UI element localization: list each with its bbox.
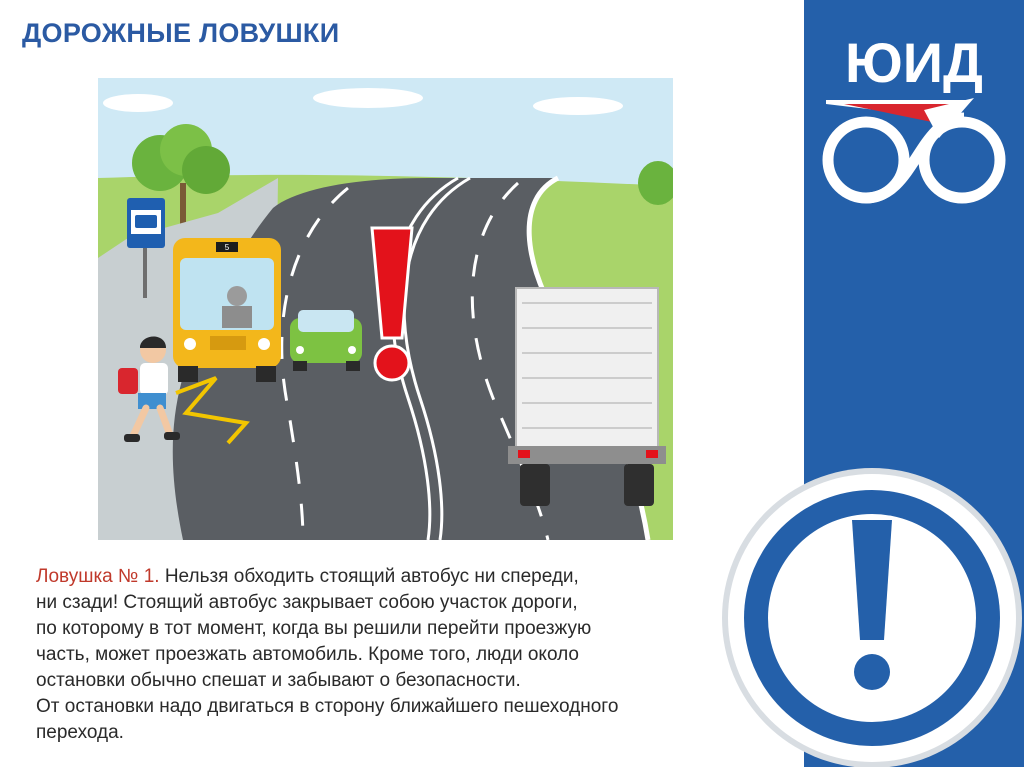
exclamation-icon	[852, 520, 892, 690]
page-title: ДОРОЖНЫЕ ЛОВУШКИ	[22, 18, 340, 48]
description-line-2: ни сзади! Стоящий автобус закрывает собою участок дороги,	[36, 592, 578, 613]
description-line-7: перехода.	[36, 722, 124, 743]
exclamation-icon	[372, 228, 412, 380]
bus-number: 5	[224, 243, 230, 252]
yuid-logo	[804, 0, 1024, 220]
description-line-5: остановки обычно спешат и забывают о безопасности.	[36, 670, 521, 691]
trap-number-label: Ловушка № 1.	[36, 566, 160, 587]
description-line-1	[36, 564, 776, 590]
description-line-3: по которому в тот момент, когда вы решили перейти проезжую	[36, 618, 592, 639]
description-text: Нельзя обходить стоящий автобус ни спереди,	[159, 566, 579, 587]
road-illustration	[98, 78, 673, 540]
trap-description	[36, 564, 776, 746]
description-line-4: часть, может проезжать автомобиль. Кроме того, люди около	[36, 644, 579, 665]
bus	[173, 238, 281, 382]
warning-sign	[712, 458, 1024, 767]
description-line-6: От остановки надо двигаться в сторону ближайшего пешеходного	[36, 696, 619, 717]
green-car	[290, 310, 362, 371]
logo-text: ЮИД	[845, 31, 983, 94]
